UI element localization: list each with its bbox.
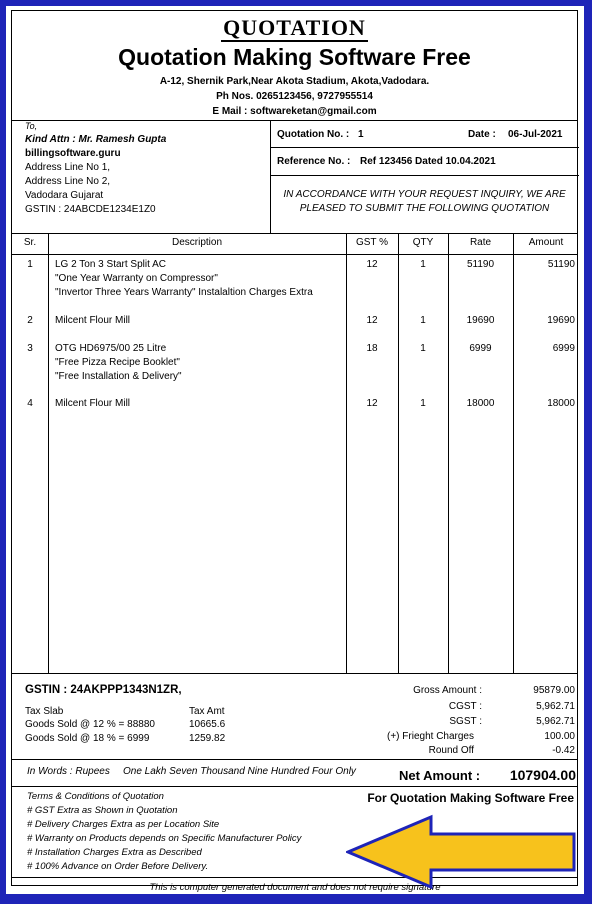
col-header-amount: Amount	[528, 237, 564, 248]
notice-line-2: PLEASED TO SUBMIT THE FOLLOWING QUOTATION	[299, 203, 550, 214]
to-line: Address Line No 2,	[25, 176, 111, 187]
tax-slab-label: Tax Slab	[25, 706, 64, 717]
arrow-left-icon	[346, 814, 578, 890]
quotation-no-label: Quotation No. :	[277, 129, 350, 140]
tax-amt-value: 1259.82	[189, 733, 226, 744]
cgst-label: CGST :	[448, 701, 482, 712]
footer-note: This is computer generated document and does not require signature	[149, 882, 441, 893]
quotation-sheet: QUOTATION Quotation Making Software Free A-12, Shernik Park,Near Akota Stadium, Akota,Vadodara. Ph Nos. 0265123456, 9727955514 E Mail : softwareketan@gmail.com To, Kind Attn : Mr. Ramesh Gupta billingsoftware.guru Address Line No 1, Address Line No 2, Vadodara Gujarat GSTIN : 24ABCDE1234E1Z0 Quotation No. : 1 Date : 06-Jul-2021 Reference No. : Ref 123456 Dated 10.04.2021 IN ACCORDANCE WITH YOUR REQUEST INQUIRY, WE ARE PLEASED TO SUBMIT THE FOLLOWING QUOTATION Sr. Description GST % QTY Rate Amount 1 LG 2 Ton 3 Start Split AC "One Year Warranty on Compressor" "Invertor Three Years Warranty" Instalaltion Charges Extra 12 1 51190 51190 2 Milcent Flour Mill 12 1 19690 19690 3 OTG HD6975/00 25 Litre "Free Pizza Recipe Booklet" "Free Installation & Delivery" 18 1 6999 6999 4 Milcent Flour Mill 12 1 18000 18000 GSTIN : 24AKPPP1343N1ZR, Tax Slab Tax Amt Goods Sold @ 12 % = 88880 10665.6 Goods Sold @ 18 % = 6999 1259.82 Gross Amount : 95879.00 CGST : 5,962.71 SGST : 5,962.71 (+) Frieght Charges 100.00 Round Off -0.42 In Words : Rupees One Lakh Seven Thousand Nine Hundred Four Only Net Amount : 107904.00 Terms & Conditions of Quotation # GST Extra as Shown in Quotation # Delivery Charges Extra as per Location Site # Warranty on Products depends on Specific Manufacturer Policy # Installation Charges Extra as Described # 100% Advance on Order Before Delivery. For Quotation Making Software Free	[11, 10, 578, 886]
document-title: QUOTATION	[223, 15, 366, 40]
col-header-sr: Sr.	[23, 237, 37, 248]
reference-no: Ref 123456 Dated 10.04.2021	[360, 156, 496, 167]
for-company-line: For Quotation Making Software Free	[367, 791, 574, 805]
company-email: E Mail : softwareketan@gmail.com	[212, 106, 377, 117]
round-off-label: Round Off	[428, 745, 474, 756]
freight-label: (+) Frieght Charges	[387, 731, 474, 742]
to-line: GSTIN : 24ABCDE1234E1Z0	[25, 204, 156, 215]
terms-item: # Warranty on Products depends on Specific Manufacturer Policy	[27, 833, 302, 844]
kind-attn: Kind Attn : Mr. Ramesh Gupta	[25, 134, 167, 145]
net-amount-label: Net Amount :	[399, 768, 481, 783]
col-header-rate: Rate	[469, 237, 492, 248]
quotation-no: 1	[358, 129, 364, 140]
terms-item: # GST Extra as Shown in Quotation	[27, 805, 178, 816]
to-line: Address Line No 1,	[25, 162, 111, 173]
company-name: Quotation Making Software Free	[118, 44, 471, 70]
to-line: Vadodara Gujarat	[25, 190, 104, 201]
amount-in-words: One Lakh Seven Thousand Nine Hundred Four Only	[123, 766, 356, 777]
to-label: To,	[25, 121, 38, 131]
reference-label: Reference No. :	[277, 156, 351, 167]
terms-title: Terms & Conditions of Quotation	[27, 791, 164, 802]
freight-value: 100.00	[544, 731, 575, 742]
sgst-label: SGST :	[449, 716, 482, 727]
tax-slab-row: Goods Sold @ 18 % = 6999	[25, 733, 150, 744]
col-header-gst: GST %	[355, 237, 389, 248]
gross-amount-value: 95879.00	[533, 685, 575, 696]
notice-line-1: IN ACCORDANCE WITH YOUR REQUEST INQUIRY, WE ARE	[283, 189, 566, 200]
sgst-value: 5,962.71	[536, 716, 575, 727]
cgst-value: 5,962.71	[536, 701, 575, 712]
terms-item: # Delivery Charges Extra as per Location Site	[27, 819, 220, 830]
net-amount-value: 107904.00	[509, 767, 576, 783]
terms-item: # 100% Advance on Order Before Delivery.	[27, 861, 209, 872]
tax-amt-label: Tax Amt	[189, 706, 225, 717]
seller-gstin: GSTIN : 24AKPPP1343N1ZR,	[25, 684, 182, 696]
date-label: Date :	[468, 129, 496, 140]
to-line: billingsoftware.guru	[25, 148, 121, 159]
company-phone: Ph Nos. 0265123456, 9727955514	[216, 91, 373, 102]
terms-item: # Installation Charges Extra as Described	[27, 847, 202, 858]
quotation-page	[6, 6, 584, 894]
gross-amount-label: Gross Amount :	[413, 685, 482, 696]
col-header-description: Description	[171, 237, 223, 248]
col-header-qty: QTY	[412, 237, 434, 248]
round-off-value: -0.42	[552, 745, 575, 756]
tax-amt-value: 10665.6	[189, 719, 226, 730]
quotation-date: 06-Jul-2021	[508, 129, 563, 140]
company-address: A-12, Shernik Park,Near Akota Stadium, Akota,Vadodara.	[159, 76, 430, 87]
in-words-label: In Words : Rupees	[27, 766, 110, 777]
tax-slab-row: Goods Sold @ 12 % = 88880	[25, 719, 155, 730]
